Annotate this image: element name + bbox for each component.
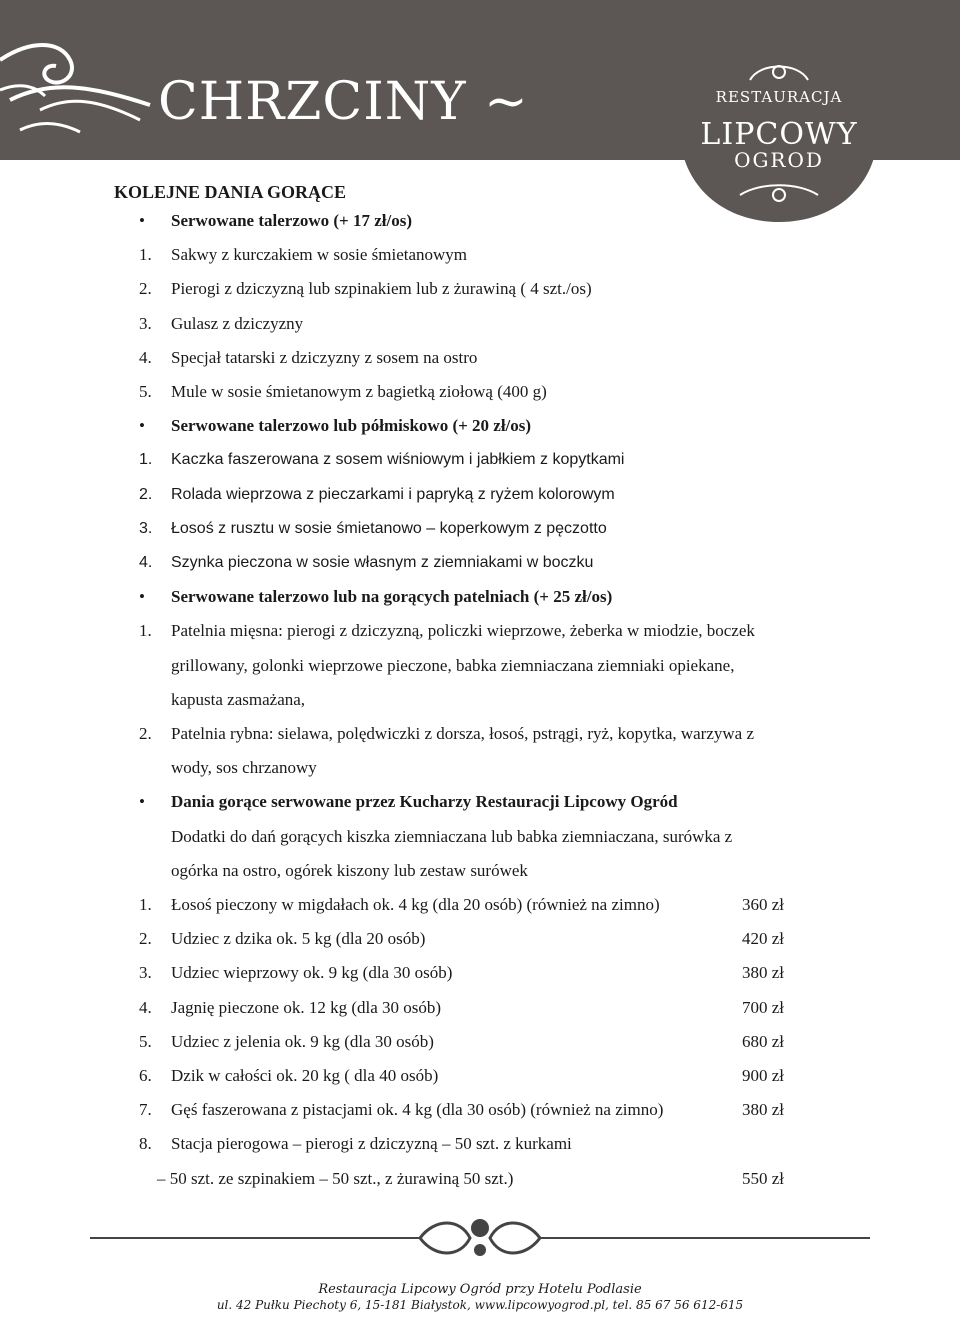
list-item-continuation: grillowany, golonki wieprzowe pieczone, babka ziemniaczana ziemniaki opiekane, <box>171 655 735 675</box>
section-heading: KOLEJNE DANIA GORĄCE <box>114 182 347 202</box>
priced-item: 7. Gęś faszerowana z pistacjami ok. 4 kg (dla 30 osób) (również na zimno) 380 zł <box>114 1093 854 1127</box>
section-title: • Dania gorące serwowane przez Kucharzy Restauracji Lipcowy Ogród <box>114 785 854 819</box>
list-item: 1. Sakwy z kurczakiem w sosie śmietanowym <box>139 245 468 265</box>
section-note: Dodatki do dań gorących kiszka ziemniaczana lub babka ziemniaczana, surówka z <box>171 826 733 846</box>
menu-content <box>114 180 854 1196</box>
list-item: 4. Specjał tatarski z dziczyzny z sosem na ostro <box>139 347 478 367</box>
price: 680 zł <box>742 1031 785 1051</box>
priced-item: 2. Udziec z dzika ok. 5 kg (dla 20 osób) 420 zł <box>114 922 854 956</box>
list-item: 5. Mule w sosie śmietanowym z bagietką ziołową (400 g) <box>139 382 547 402</box>
priced-item-continuation: – 50 szt. ze szpinakiem – 50 szt., z żurawiną 50 szt.) 550 zł <box>114 1162 854 1196</box>
priced-item: 3. Udziec wieprzowy ok. 9 kg (dla 30 osób) 380 zł <box>114 956 854 990</box>
section-note: ogórka na ostro, ogórek kiszony lub zestaw surówek <box>171 860 528 880</box>
section-title: • Serwowane talerzowo lub na gorących patelniach (+ 25 zł/os) <box>114 580 854 614</box>
price: 700 zł <box>742 997 785 1017</box>
logo-top-text: RESTAURACJA <box>715 88 843 106</box>
section-title: • Serwowane talerzowo (+ 17 zł/os) <box>114 204 854 238</box>
list-item-continuation: kapusta zasmażana, <box>171 689 306 709</box>
price: 420 zł <box>742 929 785 949</box>
list-item: 1. Kaczka faszerowana z sosem wiśniowym i jabłkiem z kopytkami <box>139 451 625 469</box>
price: 360 zł <box>742 895 785 915</box>
price: 550 zł <box>742 1168 785 1188</box>
list-item: 3. Łosoś z rusztu w sosie śmietanowo – koperkowym z pęczotto <box>139 519 607 537</box>
footer-restaurant-name: Restauracja Lipcowy Ogród przy Hotelu Podlasie <box>318 1282 642 1297</box>
footer-ornament <box>90 1208 870 1278</box>
list-item: 2. Patelnia rybna: sielawa, polędwiczki z dorsza, łosoś, pstrągi, ryż, kopytka, warzywa z <box>139 724 755 744</box>
price: 380 zł <box>742 1100 785 1120</box>
priced-item: 4. Jagnię pieczone ok. 12 kg (dla 30 osób) 700 zł <box>114 991 854 1025</box>
footer-address: ul. 42 Pułku Piechoty 6, 15-181 Białystok, www.lipcowyogrod.pl, tel. 85 67 56 612-615 <box>216 1298 744 1312</box>
list-item: 1. Patelnia mięsna: pierogi z dziczyzną, policzki wieprzowe, żeberka w miodzie, boczek <box>139 621 755 641</box>
price: 380 zł <box>742 963 785 983</box>
list-item-continuation: wody, sos chrzanowy <box>171 758 317 778</box>
logo-middle-text: LIPCOWY <box>700 117 858 152</box>
list-item: 2. Pierogi z dziczyzną lub szpinakiem lub z żurawiną ( 4 szt./os) <box>139 279 592 299</box>
priced-item: 5. Udziec z jelenia ok. 9 kg (dla 30 osób) 680 zł <box>114 1025 854 1059</box>
list-item: 2. Rolada wieprzowa z pieczarkami i papryką z ryżem kolorowym <box>139 485 615 503</box>
priced-item: 6. Dzik w całości ok. 20 kg ( dla 40 osób) 900 zł <box>114 1059 854 1093</box>
priced-item: 8. Stacja pierogowa – pierogi z dziczyzną – 50 szt. z kurkami <box>139 1134 572 1154</box>
priced-item: 1. Łosoś pieczony w migdałach ok. 4 kg (dla 20 osób) (również na zimno) 360 zł <box>114 888 854 922</box>
list-item: 3. Gulasz z dziczyzny <box>139 313 304 333</box>
price: 900 zł <box>742 1066 785 1086</box>
section-title: • Serwowane talerzowo lub półmiskowo (+ 20 zł/os) <box>114 409 854 443</box>
page-title: CHRZCINY ~ <box>158 72 529 132</box>
list-item: 4. Szynka pieczona w sosie własnym z ziemniakami w boczku <box>139 554 594 572</box>
logo-bottom-text: OGROD <box>734 148 824 172</box>
flourish-ornament <box>0 0 160 150</box>
